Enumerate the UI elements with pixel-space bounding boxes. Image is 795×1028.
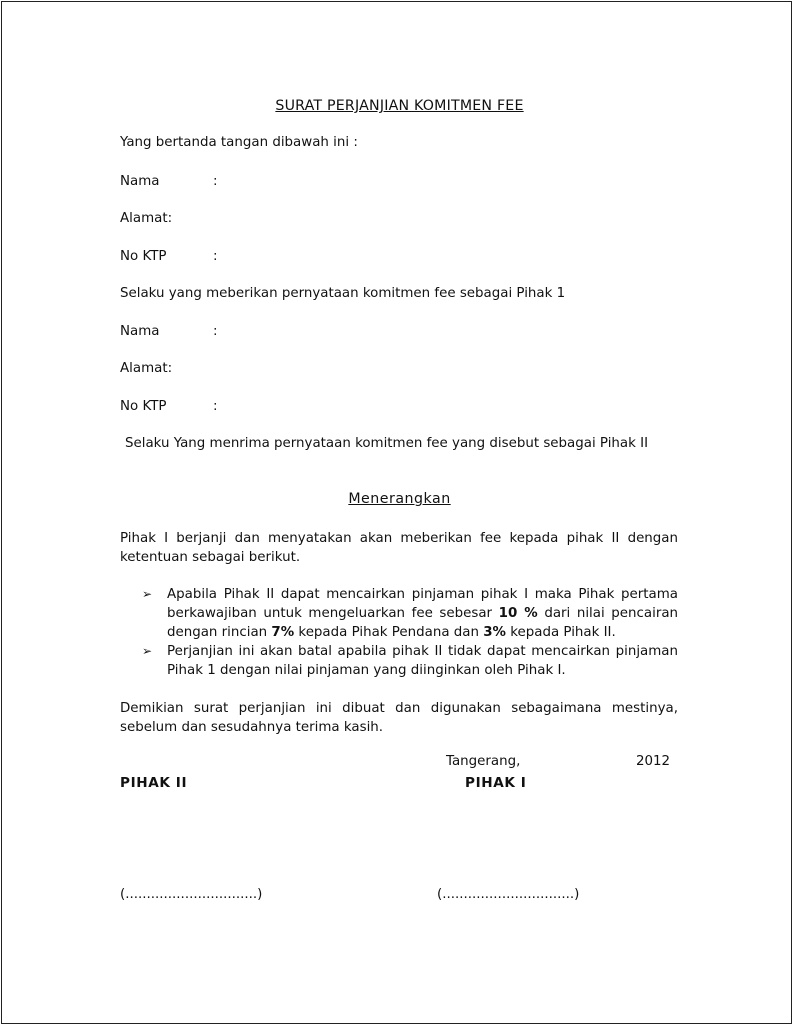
document-title: SURAT PERJANJIAN KOMITMEN FEE <box>275 98 524 114</box>
list-item <box>142 642 678 680</box>
bullet1-text-c: kepada Pihak Pendana dan <box>294 625 484 640</box>
bullet2-text: Perjanjian ini akan batal apabila pihak II tidak dapat mencairkan pinjaman Pihak 1 dengan nilai pinjaman yang diinginkan oleh Pihak I. <box>167 644 678 678</box>
arrowhead-bullet-icon: ➢ <box>142 644 153 658</box>
fee-total-percent: 10 % <box>498 606 538 621</box>
party1-nama-colon: : <box>213 174 218 189</box>
arrowhead-bullet-icon: ➢ <box>142 587 153 601</box>
section-subtitle: Menerangkan <box>348 491 451 507</box>
signature-heading-right: PIHAK I <box>465 775 527 791</box>
signature-line-left: (...............................) <box>120 887 263 902</box>
bullet1-text-b: dari nilai pencairan dengan rincian <box>167 606 679 640</box>
document-page <box>1 1 792 1024</box>
bullet1-text-d: kepada Pihak II. <box>505 625 616 640</box>
fee-pihak2-percent: 3% <box>483 625 506 640</box>
party2-ktp-label: No KTP <box>120 399 167 414</box>
party2-alamat-label: Alamat: <box>120 361 173 376</box>
party1-nama-label: Nama <box>120 174 160 189</box>
year-text: 2012 <box>636 754 671 769</box>
place-text: Tangerang, <box>446 754 521 769</box>
closing-paragraph: Demikian surat perjanjian ini dibuat dan digunakan sebagaimana mestinya, sebelum dan sesudahnya terima kasih. <box>120 701 678 735</box>
fee-pendana-percent: 7% <box>271 625 295 640</box>
party1-role: Selaku yang meberikan pernyataan komitmen fee sebagai Pihak 1 <box>120 286 566 301</box>
party1-alamat-label: Alamat: <box>120 211 173 226</box>
bullet1-text-a: Apabila Pihak II dapat mencairkan pinjaman pihak I maka Pihak pertama berkawajiban untuk mengeluarkan fee sebesar <box>167 587 678 621</box>
party2-nama-colon: : <box>213 324 218 339</box>
party1-ktp-colon: : <box>213 249 218 264</box>
party2-nama-label: Nama <box>120 324 160 339</box>
signature-heading-left: PIHAK II <box>120 775 188 791</box>
terms-list <box>142 585 678 680</box>
intro-text: Yang bertanda tangan dibawah ini : <box>120 135 358 150</box>
party2-ktp-colon: : <box>213 399 218 414</box>
statement-paragraph: Pihak I berjanji dan menyatakan akan meberikan fee kepada pihak II dengan ketentuan sebagai berikut. <box>120 531 678 565</box>
party1-ktp-label: No KTP <box>120 249 167 264</box>
party2-role: Selaku Yang menrima pernyataan komitmen fee yang disebut sebagai Pihak II <box>125 436 649 451</box>
signature-line-right: (...............................) <box>437 887 580 902</box>
list-item <box>142 585 678 642</box>
